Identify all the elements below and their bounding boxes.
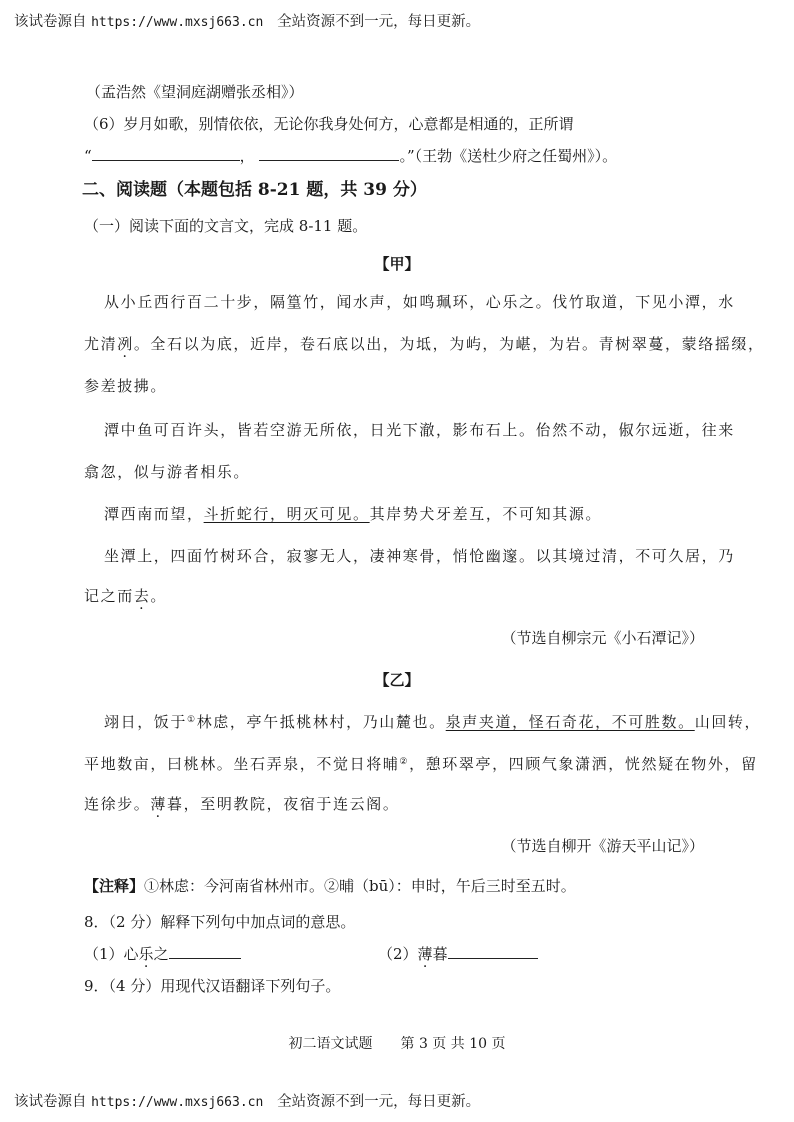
passage-jia-label: 【甲】 [374, 255, 420, 273]
underlined-sentence: 斗折蛇行，明灭可见。 [203, 505, 370, 523]
jia-source: （节选自柳宗元《小石潭记》） [501, 629, 704, 647]
question-8-item-1: （1）心乐之 [84, 944, 241, 964]
question-8-stem: 8．（2 分）解释下列句中加点词的意思。 [84, 913, 356, 931]
section-2-intro: （一）阅读下面的文言文，完成 8-11 题。 [84, 217, 368, 235]
jia-p1-line2: 尤清冽。全石以为底，近岸，卷石底以出，为坻，为屿，为嵁，为岩。青树翠蔓，蒙络摇缀， [84, 335, 765, 353]
page-header-bottom [14, 1092, 480, 1113]
question-6-text: （6）岁月如歌，别情依依，无论你我身处何方，心意都是相通的，正所谓 [84, 115, 574, 133]
question-9-stem: 9．（4 分）用现代汉语翻译下列句子。 [84, 977, 341, 995]
passage-yi-label: 【乙】 [374, 671, 420, 689]
underlined-sentence: 泉声夹道，怪石奇花，不可胜数。 [445, 713, 695, 731]
yi-line3: 连徐步。薄暮，至明教院，夜宿于连云阁。 [84, 795, 400, 813]
question-8-item-2: （2）薄暮 [378, 944, 538, 964]
header-url[interactable]: https://www.mxsj663.cn [91, 15, 264, 30]
answer-blank-8-1[interactable] [169, 944, 241, 959]
page-footer: 初二语文试题 第 3 页 共 10 页 [288, 1036, 506, 1052]
answer-blank-2[interactable] [259, 146, 399, 161]
page-header-top [14, 12, 480, 33]
footer-slogan: 全站资源不到一元，每日更新。 [277, 1094, 481, 1110]
footnote-2-marker: ② [399, 757, 410, 767]
yi-line1: 翊日，饭于①林虑，亭午抵桃林村，乃山麓也。泉声夹道，怪石奇花，不可胜数。山回转， [104, 713, 762, 731]
jia-p4-line1: 坐潭上，四面竹树环合，寂寥无人，凄神寒骨，悄怆幽邃。以其境过清，不可久居，乃 [104, 547, 735, 565]
header-source-label: 该试卷源自 [14, 14, 87, 30]
jia-p1-line1: 从小丘西行百二十步，隔篁竹，闻水声，如鸣珮环，心乐之。伐竹取道，下见小潭，水 [104, 293, 735, 311]
jia-p3-line1: 潭西南而望，斗折蛇行，明灭可见。其岸势犬牙差互，不可知其源。 [104, 505, 603, 523]
dotted-char: 薄 [150, 795, 168, 813]
dotted-char: 去 [133, 587, 151, 605]
jia-p2-line2: 翕忽，似与游者相乐。 [84, 463, 251, 481]
yi-source: （节选自柳开《游天平山记》） [501, 837, 704, 855]
jia-p2-line1: 潭中鱼可百许头，皆若空游无所依，日光下澈，影布石上。佁然不动，俶尔远逝，往来 [104, 421, 735, 439]
answer-blank-8-2[interactable] [448, 944, 538, 959]
footer-url[interactable]: https://www.mxsj663.cn [91, 1095, 264, 1110]
annotation: 【注释】①林虑：今河南省林州市。②晡（bū）：申时，午后三时至五时。 [84, 877, 576, 895]
footer-source-label: 该试卷源自 [14, 1094, 87, 1110]
citation-meng-haoran: （孟浩然《望洞庭湖赠张丞相》） [86, 83, 304, 101]
yi-line2: 平地数亩，曰桃林。坐石弄泉，不觉日将晡②，憩环翠亭，四顾气象潇洒，恍然疑在物外，留 [84, 755, 758, 773]
answer-blank-1[interactable] [92, 146, 240, 161]
jia-p1-line3: 参差披拂。 [84, 377, 168, 395]
header-slogan: 全站资源不到一元，每日更新。 [277, 14, 481, 30]
section-2-title: 二、阅读题（本题包括 8-21 题，共 39 分） [82, 180, 427, 200]
footnote-1-marker: ① [187, 715, 197, 725]
question-6-blanks: “ ， 。”（王勃《送杜少府之任蜀州》）。 [84, 147, 618, 165]
dotted-char: 冽 [117, 335, 134, 353]
jia-p4-line2: 记之而去。 [84, 587, 168, 605]
